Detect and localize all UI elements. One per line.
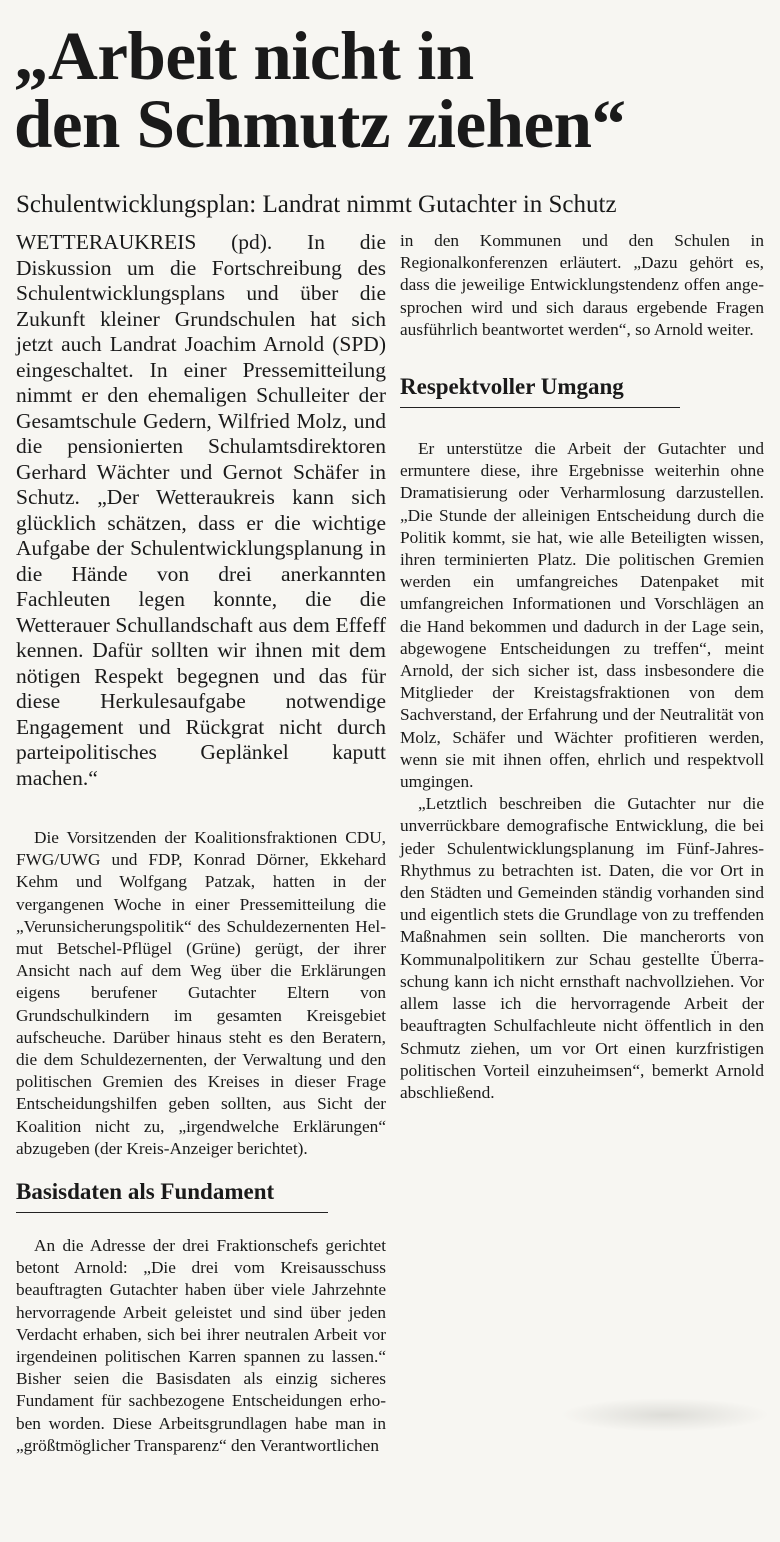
left-column xyxy=(16,230,386,1457)
lead-paragraph: WETTERAUKREIS (pd). In die Diskussion um die Fortschreibung des Schulentwicklungsplans und über die Zukunft kleiner Grundschulen hat sich jetzt auch Landrat Joachim Arnold (SPD) eingeschaltet. In einer Pressemitteilung nimmt er den ehemaligen Schulleiter der Gesamtschule Gedern, Wilfried Molz, und die pensionierten Schulamtsdirektoren Gerhard Wächter und Gernot Schäfer in Schutz. „Der Wetteraukreis kann sich glücklich schätzen, dass er die wichtige Aufgabe der Schulentwicklungsplanung in die Hände von drei anerkannten Fachleuten legen konnte, die die Wetterauer Schullandschaft aus dem Effeff kennen. Dafür sollten wir ihnen mit dem nötigen Respekt begegnen und das für diese Herkulesaufgabe notwendige Engagement und Rückgrat nicht durch parteipolitisches Geplänkel kaputt machen.“ xyxy=(16,230,386,790)
article-subheadline: Schulentwicklungsplan: Landrat nimmt Gutachter in Schutz xyxy=(16,191,617,218)
headline-line-1: „Arbeit nicht in xyxy=(14,18,474,94)
paragraph-adresse: An die Adresse der drei Fraktionschefs gerichtet betont Arnold: „Die drei vom Kreisausschuss beauftragten Gutachter haben über viele Jahrzehnte hervorragende Arbeit geleistet und sind über jeden Verdacht erhaben, sich bei ihrer neutralen Arbeit vor irgendeinen politischen Karren spannen zu lassen.“ Bisher seien die Basisdaten als einzig sicheres Fundament für sachbezogene Entscheidungen erhoben worden. Diese Arbeitsgrundlagen habe man in „größtmöglicher Transparenz“ den Verantwortlichen xyxy=(16,1236,386,1455)
right-flow xyxy=(400,230,764,341)
crosshead-respekt: Respektvoller Umgang xyxy=(400,373,680,408)
headline-line-2: den Schmutz ziehen“ xyxy=(14,86,626,162)
paragraph-adresse-continued: in den Kommunen und den Schulen in Regionalkonferenzen erläutert. „Dazu gehört es, dass die jeweilige Entwicklungstendenz offen angesprochen wird und sich daraus ergebende Fragen ausführlich beantwortet werden“, so Arnold weiter. xyxy=(400,231,764,339)
print-smudge xyxy=(560,1398,770,1432)
right-column xyxy=(400,230,764,1104)
paragraph-letztlich: „Letztlich beschreiben die Gutachter nur die unverrückbare demografische Entwicklung, die bei jeder Schulentwicklungsplanung im Fünf-Jahres-Rhythmus zu betrachten ist. Daten, die vor Ort in den Städten und Gemeinden ständig vorhanden sind und eigentlich stets die Grundlage von zu treffenden Maßnahmen sein sollten. Die mancherorts von Kommunalpolitikern zur Schau gestellte Überraschung kann ich nicht ernsthaft nachvollziehen. Vor allem lasse ich die hervorragende Arbeit der beauftragten Schulfachleute nicht öffentlich in den Schmutz ziehen, um vor Ort einen kurzfristigen politischen Vorteil einzuheimsen“, bemerkt Arnold abschließend. xyxy=(400,794,764,1102)
article-headline xyxy=(14,18,774,162)
paragraph-koalition: Die Vorsitzenden der Koalitionsfraktionen CDU, FWG/UWG und FDP, Konrad Dörner, Ekkehard Kehm und Wolfgang Patzak, hatten in der vergangenen Woche in einer Pressemitteilung die „Verunsicherungspolitik“ des Schuldezernenten Helmut Betschel-Pflügel (Grüne) gerügt, der ihrer Ansicht nach auf dem Weg über die Erklärungen eigens berufener Gutachter Eltern von Grundschulkindern im gesamten Kreisgebiet aufscheuche. Darüber hinaus steht es den Beratern, die dem Schuldezernenten, der Verwaltung und den politischen Gremien des Kreises in dieser Frage Entscheidungshilfen geben sollten, aus Sicht der Koalition nicht zu, „irgendwelche Erklärungen“ abzugeben (der Kreis-Anzeiger berichtet). xyxy=(16,828,386,1158)
crosshead-basisdaten: Basisdaten als Fundament xyxy=(16,1178,328,1213)
paragraph-unterstuetze: Er unterstütze die Arbeit der Gutachter und ermuntere diese, ihre Ergebnisse weiterhin ohne Dramatisierung oder Verharmlosung darzustellen. „Die Stunde der alleinigen Entscheidung durch die Politik kommt, sie hat, wie alle Beteiligten wissen, ihren terminierten Platz. Die politischen Gremien werden ein umfangreiches Datenpaket mit umfangreichen Informationen und Vorschlägen an die Hand bekommen und dadurch in der Lage sein, abgewogene Entscheidungen zu treffen“, meint Arnold, der sich sicher ist, dass insbesondere die Mitglieder der Kreistagsfraktionen von dem Sachverstand, der Erfahrung und der Neutralität von Molz, Schäfer und Wächter profitieren werden, wenn sie mit ihnen offen, ehrlich und respektvoll umgingen. xyxy=(400,439,764,792)
